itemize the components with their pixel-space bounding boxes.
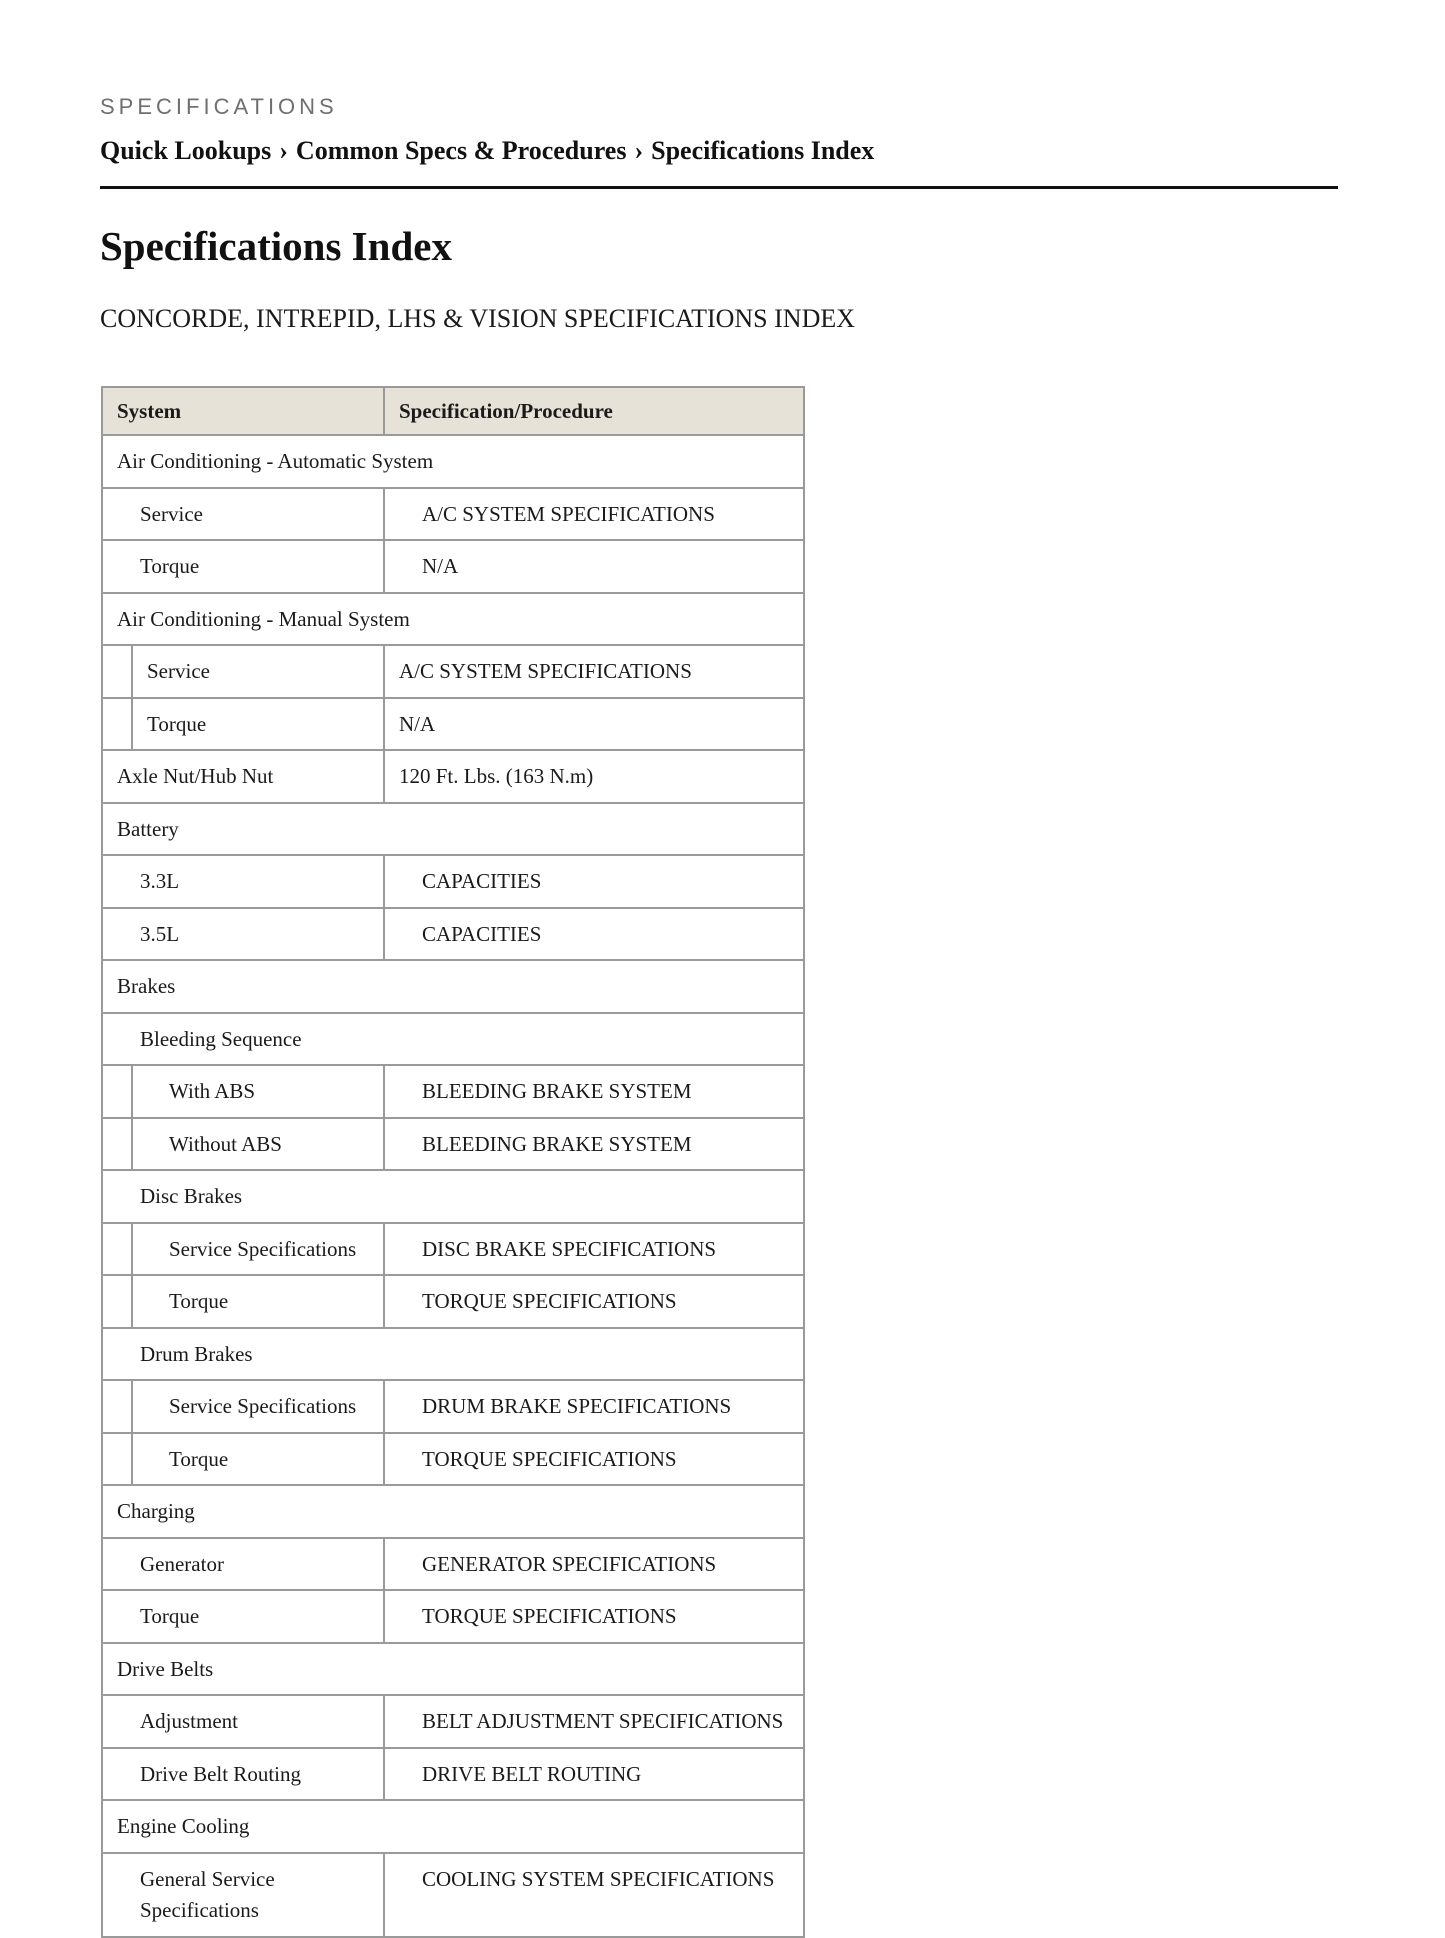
table-row — [102, 1118, 804, 1171]
row-label: Service Specifications — [169, 1236, 357, 1261]
table-row — [102, 908, 804, 961]
row-label: With ABS — [169, 1079, 256, 1103]
spec-link[interactable]: TORQUE SPECIFICATIONS — [422, 1289, 677, 1313]
table-row — [102, 698, 804, 751]
page-title: Specifications Index — [100, 223, 452, 269]
row-label: 3.3L — [140, 869, 180, 893]
spec-link[interactable]: DISC BRAKE SPECIFICATIONS — [422, 1236, 717, 1261]
table-row — [102, 593, 804, 646]
table-row — [102, 803, 804, 856]
nest-gutter — [103, 1224, 133, 1275]
section-label: SPECIFICATIONS — [100, 94, 338, 119]
spec-link[interactable]: DRIVE BELT ROUTING — [422, 1761, 642, 1786]
row-label: Service — [147, 659, 210, 683]
spec-link[interactable]: BELT ADJUSTMENT SPECIFICATIONS — [422, 1709, 784, 1733]
row-label: Drive Belt Routing — [140, 1761, 301, 1786]
table-row — [102, 1065, 804, 1118]
table-row — [102, 1695, 804, 1748]
spec-link[interactable]: CAPACITIES — [422, 921, 542, 946]
row-label: 3.5L — [140, 921, 180, 946]
row-label: General Service Specifications — [140, 1866, 275, 1922]
table-row — [102, 1538, 804, 1591]
table-row — [102, 1800, 804, 1853]
spec-link[interactable]: BLEEDING BRAKE SYSTEM — [422, 1131, 692, 1156]
table-row — [102, 540, 804, 593]
row-label: Adjustment — [140, 1709, 238, 1733]
column-header-specification: Specification/Procedure — [384, 387, 804, 435]
table-row — [102, 750, 804, 803]
subgroup-label: Drum Brakes — [140, 1341, 253, 1366]
table-row — [102, 1013, 804, 1066]
row-label: Torque — [140, 554, 200, 578]
nest-gutter — [103, 646, 133, 697]
spec-link[interactable]: COOLING SYSTEM SPECIFICATIONS — [422, 1866, 775, 1891]
nest-gutter — [103, 1381, 133, 1432]
breadcrumb-item-common-specs[interactable]: Common Specs & Procedures — [295, 136, 627, 165]
spec-link[interactable]: GENERATOR SPECIFICATIONS — [422, 1551, 717, 1576]
spec-link[interactable]: BLEEDING BRAKE SYSTEM — [422, 1079, 692, 1103]
table-row — [102, 1275, 804, 1328]
page-subtitle: CONCORDE, INTREPID, LHS & VISION SPECIFICATIONS INDEX — [100, 304, 856, 333]
group-label: Air Conditioning - Automatic System — [117, 449, 434, 473]
row-label: Torque — [147, 711, 207, 736]
row-label: Without ABS — [169, 1131, 282, 1156]
row-label: Torque — [169, 1446, 229, 1471]
spec-link[interactable]: DRUM BRAKE SPECIFICATIONS — [422, 1394, 732, 1418]
spec-value: 120 Ft. Lbs. (163 N.m) — [399, 764, 594, 788]
breadcrumb-item-current: Specifications Index — [651, 136, 875, 165]
nest-gutter — [103, 1066, 133, 1117]
breadcrumb-item-quick-lookups[interactable]: Quick Lookups — [100, 136, 272, 165]
nest-gutter — [103, 699, 133, 750]
spec-link[interactable]: A/C SYSTEM SPECIFICATIONS — [399, 659, 692, 683]
table-row — [102, 1328, 804, 1381]
nest-gutter — [103, 1119, 133, 1170]
table-row — [102, 1748, 804, 1801]
table-header-row — [102, 387, 804, 435]
row-label: Torque — [140, 1604, 200, 1628]
breadcrumb — [100, 136, 874, 166]
group-label: Drive Belts — [117, 1656, 214, 1681]
table-row — [102, 1853, 804, 1937]
spec-link[interactable]: TORQUE SPECIFICATIONS — [422, 1604, 677, 1628]
spec-link[interactable]: A/C SYSTEM SPECIFICATIONS — [422, 501, 715, 526]
table-row — [102, 1485, 804, 1538]
table-row — [102, 1223, 804, 1276]
spec-link[interactable]: CAPACITIES — [422, 869, 542, 893]
table-row — [102, 1590, 804, 1643]
spec-value: N/A — [399, 711, 436, 736]
table-row — [102, 645, 804, 698]
spec-value: N/A — [422, 554, 459, 578]
group-label: Engine Cooling — [117, 1814, 250, 1838]
column-header-system: System — [102, 387, 384, 435]
group-label: Charging — [117, 1499, 195, 1523]
row-label: Axle Nut/Hub Nut — [117, 764, 274, 788]
table-row — [102, 1643, 804, 1696]
header-divider — [100, 186, 1338, 189]
breadcrumb-separator: › — [634, 136, 644, 165]
table-row — [102, 435, 804, 488]
specifications-table — [101, 386, 805, 1938]
group-label: Brakes — [117, 974, 176, 998]
table-row — [102, 1170, 804, 1223]
nest-gutter — [103, 1276, 133, 1327]
spec-link[interactable]: TORQUE SPECIFICATIONS — [422, 1446, 677, 1471]
row-label: Service — [140, 501, 203, 526]
subgroup-label: Disc Brakes — [140, 1184, 243, 1208]
subgroup-label: Bleeding Sequence — [140, 1026, 302, 1051]
table-row — [102, 488, 804, 541]
group-label: Air Conditioning - Manual System — [117, 606, 410, 631]
breadcrumb-separator: › — [279, 136, 288, 165]
table-row — [102, 1380, 804, 1433]
table-row — [102, 1433, 804, 1486]
row-label: Service Specifications — [169, 1394, 357, 1418]
group-label: Battery — [117, 816, 179, 841]
row-label: Torque — [169, 1289, 229, 1313]
row-label: Generator — [140, 1551, 224, 1576]
nest-gutter — [103, 1434, 133, 1485]
table-row — [102, 960, 804, 1013]
table-row — [102, 855, 804, 908]
